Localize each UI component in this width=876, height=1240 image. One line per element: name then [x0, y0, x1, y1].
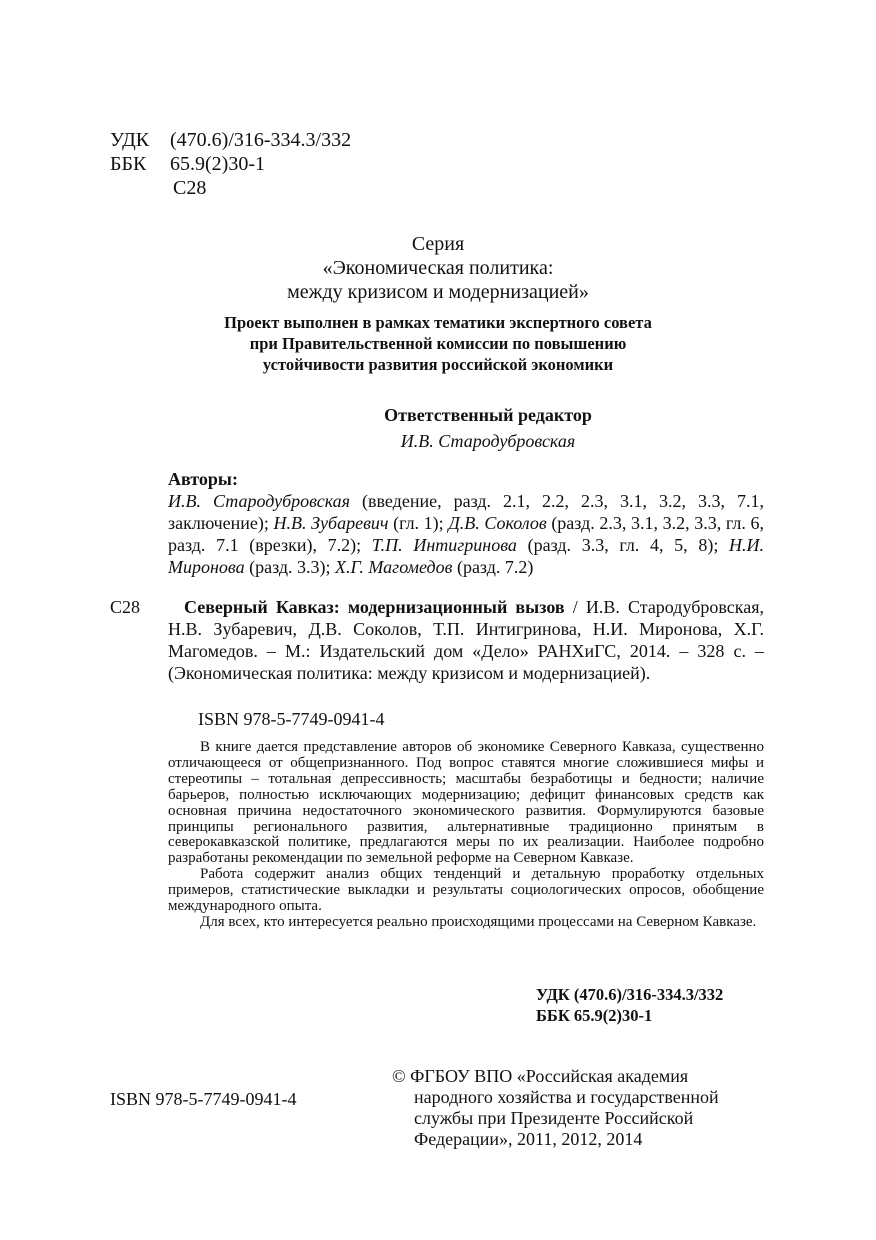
copyright-line-1: © ФГБОУ ВПО «Российская академия [392, 1066, 689, 1086]
author-name: Х.Г. Магомедов [335, 557, 453, 577]
copyright-line-4: Федерации», 2011, 2012, 2014 [414, 1129, 643, 1149]
editor-title: Ответственный редактор [384, 405, 592, 425]
project-line-2: при Правительственной комиссии по повышению [249, 334, 627, 353]
author-sections: (разд. 2.3, 3.1, 3.2, 3.3, гл. 6, разд. 7.1 (врезки), 7.2); [168, 513, 764, 555]
bbk-row [110, 152, 351, 176]
series-title-line-1: «Экономическая политика: [322, 257, 554, 279]
copyright-block [392, 1066, 772, 1150]
author-sections: (разд. 3.3); [244, 557, 336, 577]
abstract-paragraph-3: Для всех, кто интересуется реально происходящими процессами на Северном Кавказе. [200, 913, 757, 930]
abstract [168, 740, 764, 931]
isbn-footer: ISBN 978-5-7749-0941-4 [110, 1089, 297, 1109]
abstract-paragraph-2: Работа содержит анализ общих тенденций и детальную проработку отдельных примеров, статистические выкладки и результаты социологических опросов, обобщение международного опыта. [168, 866, 764, 915]
copyright-line-2: народного хозяйства и государственной [414, 1087, 719, 1107]
author-sections: (введение, разд. 2.1, 2.2, 2.3, 3.1, 3.2, 3.3, 7.1, заключение); [168, 491, 764, 533]
bbk-value: 65.9(2)30-1 [170, 153, 265, 175]
bbk-bottom: ББК 65.9(2)30-1 [536, 1006, 653, 1025]
classification-codes [110, 128, 351, 200]
author-name: Т.П. Интигринова [371, 535, 517, 555]
project-note [150, 312, 726, 375]
author-name: И.В. Стародубровская [168, 491, 351, 511]
isbn-record: ISBN 978-5-7749-0941-4 [198, 709, 385, 729]
author-name: Н.И. Миронова [168, 535, 764, 577]
author-name: Н.В. Зубаревич [273, 513, 389, 533]
project-line-1: Проект выполнен в рамках тематики экспертного совета [224, 313, 652, 332]
series-title-line-2: между кризисом и модернизацией» [287, 281, 589, 303]
series-block [250, 232, 626, 304]
udk-value: (470.6)/316-334.3/332 [170, 129, 352, 151]
copyright-line-3: службы при Президенте Российской [414, 1108, 694, 1128]
abstract-paragraph-1: В книге дается представление авторов об экономике Северного Кавказа, существенно отличающееся от общепризнанного. Под вопрос ставятся многие сложившиеся мифы и стереотипы – тотальная депрессивность; масштабы безработицы и бедности; наличие барьеров, полностью исключающих модернизацию; дефицит финансовых средств как основная причина недостаточного экономического развития. Формулируются базовые принципы регионального развития, альтернативные традиционно принятым в северокавказской политике, предлагаются меры по их реализации. Наиболее подробно разработаны рекомендации по земельной реформе на Северном Кавказе. [168, 739, 764, 867]
author-mark-row [110, 176, 351, 200]
bbk-label: ББК [110, 153, 147, 175]
author-sections: (гл. 1); [388, 513, 449, 533]
editor-block [300, 402, 676, 454]
authors-heading: Авторы: [168, 469, 238, 489]
udk-row [110, 128, 351, 152]
udk-bottom: УДК (470.6)/316-334.3/332 [536, 985, 724, 1004]
project-line-3: устойчивости развития российской экономики [262, 355, 614, 374]
udk-label: УДК [110, 129, 150, 151]
editor-name: И.В. Стародубровская [400, 431, 576, 451]
bibliographic-record [168, 596, 764, 684]
series-label: Серия [411, 233, 465, 255]
authors-block [168, 468, 764, 578]
authors-list [168, 490, 764, 578]
bibliographic-details: / И.В. Стародубровская, Н.В. Зубаревич, Д.В. Соколов, Т.П. Интигринова, Н.И. Миронова, Х.Г. Магомедов. – М.: Издательский дом «Дело» РАНХиГС, 2014. – 328 с. – (Экономическая политика: между кризисом и модернизацией). [168, 597, 764, 683]
author-sections: (разд. 3.3, гл. 4, 5, 8); [516, 535, 729, 555]
book-title: Северный Кавказ: модернизационный вызов [184, 597, 565, 617]
author-mark: С28 [173, 177, 207, 199]
classification-bottom [536, 984, 723, 1026]
bibliography-mark: С28 [110, 597, 141, 617]
author-name: Д.В. Соколов [448, 513, 547, 533]
author-sections: (разд. 7.2) [452, 557, 534, 577]
